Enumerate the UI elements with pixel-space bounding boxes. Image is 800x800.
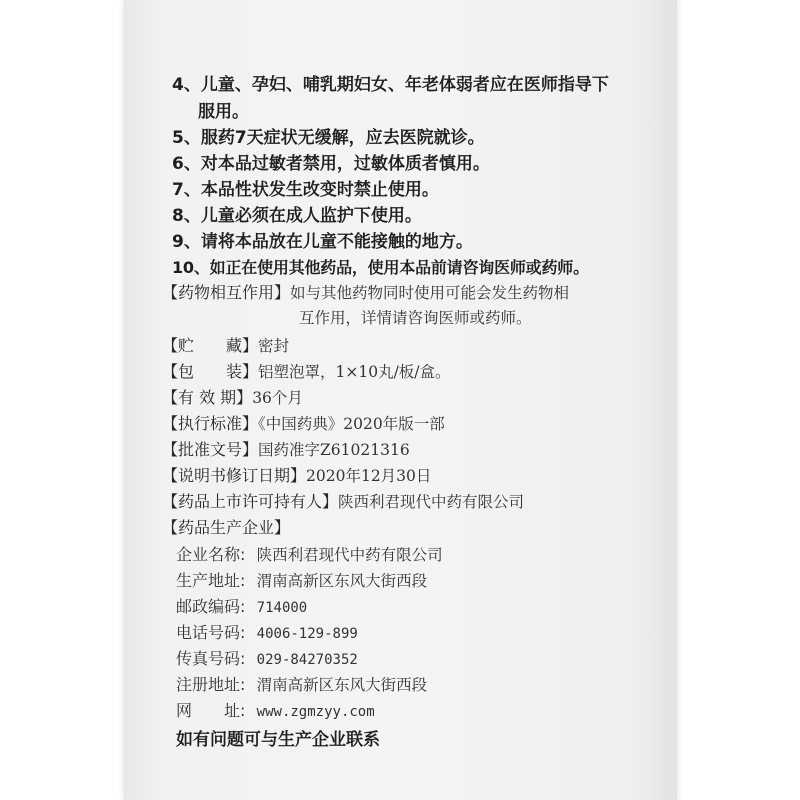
note-6: 6、对本品过敏者禁用，过敏体质者慎用。 [172, 154, 490, 174]
manufacturer-section-label: 【药品生产企业】 [162, 518, 291, 537]
field-label: 【批准文号】 [162, 440, 259, 459]
manufacturer-row-address [176, 569, 427, 593]
manufacturer-row-registered-address [176, 673, 427, 697]
manufacturer-row-phone [176, 621, 358, 646]
interactions-text-line1: 如与其他药物同时使用可能会发生药物相 [290, 284, 570, 302]
field-label: 【有 效 期】 [162, 388, 253, 407]
field-storage [162, 334, 289, 358]
contact-footer: 如有问题可与生产企业联系 [176, 730, 380, 750]
manufacturer-value: 4006-129-899 [256, 626, 358, 642]
manufacturer-label: 邮政编码: [176, 597, 246, 616]
field-revision-date [162, 464, 431, 488]
note-8: 8、儿童必须在成人监护下使用。 [172, 206, 422, 226]
manufacturer-row-name [176, 543, 443, 567]
interactions-label: 【药物相互作用】 [162, 283, 291, 302]
manufacturer-label: 企业名称: [176, 545, 246, 564]
manufacturer-value: 渭南高新区东风大街西段 [256, 676, 428, 694]
field-license-holder [162, 490, 524, 514]
field-label: 【包 装】 [162, 362, 259, 381]
manufacturer-row-website [176, 699, 375, 724]
note-10: 10、如正在使用其他药品，使用本品前请咨询医师或药师。 [172, 258, 589, 277]
manufacturer-label: 注册地址: [176, 675, 246, 694]
field-validity [162, 386, 303, 410]
field-approval-number [162, 438, 410, 462]
note-9: 9、请将本品放在儿童不能接触的地方。 [172, 232, 473, 252]
manufacturer-label: 传真号码: [176, 649, 246, 668]
field-value: 铝塑泡罩，1×10丸/板/盒。 [258, 363, 451, 381]
field-label: 【执行标准】 [162, 414, 259, 433]
note-4-line1: 4、儿童、孕妇、哺乳期妇女、年老体弱者应在医师指导下 [172, 75, 609, 95]
field-label: 【贮 藏】 [162, 336, 259, 355]
manufacturer-value: 渭南高新区东风大街西段 [256, 572, 428, 590]
field-package [162, 360, 451, 384]
manufacturer-label: 电话号码: [176, 623, 246, 642]
field-value: 36个月 [252, 389, 303, 407]
manufacturer-label: 生产地址: [176, 571, 246, 590]
interactions-text-line2: 互作用，详情请咨询医师或药师。 [299, 309, 532, 327]
note-4-line2: 服用。 [198, 102, 249, 122]
field-standard [162, 412, 445, 436]
field-value: 《中国药典》2020年版一部 [258, 415, 445, 433]
manufacturer-value: 陕西利君现代中药有限公司 [256, 546, 443, 564]
note-5: 5、服药7天症状无缓解，应去医院就诊。 [172, 128, 485, 148]
manufacturer-value: 714000 [256, 600, 308, 616]
manufacturer-value: 029-84270352 [256, 652, 358, 668]
field-label: 【说明书修订日期】 [162, 466, 307, 485]
manufacturer-row-fax [176, 647, 358, 672]
field-value: 陕西利君现代中药有限公司 [338, 493, 525, 511]
field-value: 国药准字Z61021316 [258, 441, 410, 459]
manufacturer-row-postcode [176, 595, 307, 620]
manufacturer-label: 网 址: [176, 701, 246, 720]
manufacturer-value: www.zgmzyy.com [256, 704, 375, 720]
field-value: 2020年12月30日 [306, 467, 432, 485]
note-7: 7、本品性状发生改变时禁止使用。 [172, 180, 439, 200]
interactions-row [162, 281, 569, 305]
field-value: 密封 [258, 337, 290, 355]
field-label: 【药品上市许可持有人】 [162, 492, 339, 511]
